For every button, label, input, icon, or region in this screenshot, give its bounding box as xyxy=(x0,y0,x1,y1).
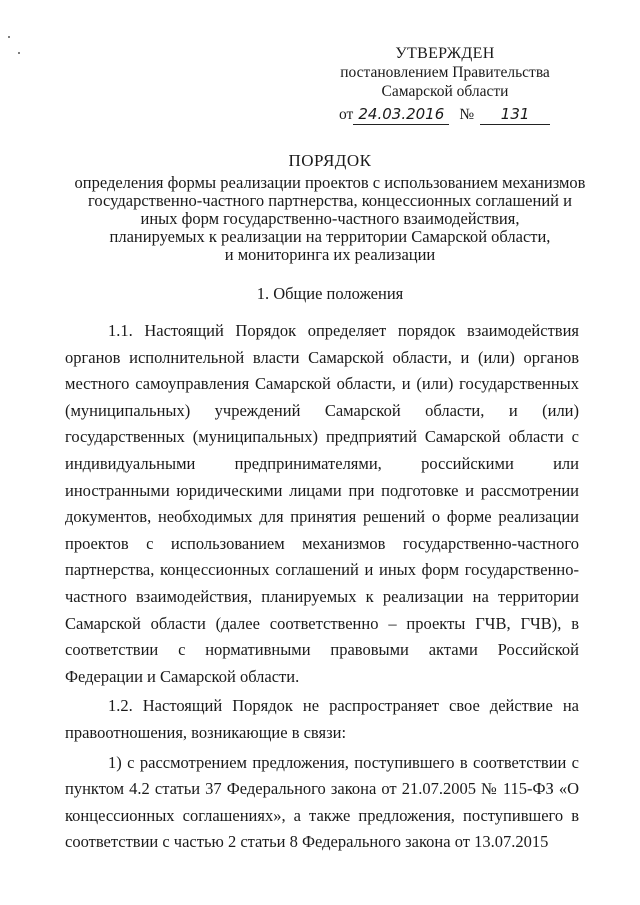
handwritten-date: 24.03.2016 xyxy=(353,105,449,125)
approval-stamp-block xyxy=(325,44,565,125)
approval-line-2: Самарской области xyxy=(381,83,509,100)
scan-speck xyxy=(18,52,20,54)
title-line-3: государственно-частного партнерства, концессионных соглашений и xyxy=(88,191,572,210)
document-title: ПОРЯДОК xyxy=(288,151,372,170)
scan-speck xyxy=(8,36,10,38)
paragraph-1-1: 1.1. Настоящий Порядок определяет порядок взаимодействия органов исполнительной власти Самарской области, и (или) органов местного самоуправления Самарской области, и (или) государственных (муниципальных) учреждений Самарской области, и (или) государственных (муниципальных) предприятий Самарской области с индивидуальными предпринимателями, российскими или иностранными юридическими лицами при подготовке и рассмотрении документов, необходимых для принятия решений о форме реализации проектов с использованием механизмов государственно-частного партнерства, концессионных соглашений и иных форм государственно-частного взаимодействия, планируемых к реализации на территории Самарской области (далее соответственно – проекты ГЧВ, ГЧВ), в соответствии с нормативными правовыми актами Российской Федерации и Самарской области. xyxy=(65,321,579,686)
number-label: № xyxy=(459,106,475,123)
document-title-block xyxy=(60,152,600,264)
title-line-2: определения формы реализации проектов с использованием механизмов xyxy=(74,173,586,192)
section-heading: 1. Общие положения xyxy=(256,284,404,303)
date-prefix: от xyxy=(339,106,354,123)
document-body xyxy=(65,318,579,856)
paragraph-1-2: 1.2. Настоящий Порядок не распространяет свое действие на правоотношения, возникающие в связи: xyxy=(65,696,579,742)
approval-line-1: постановлением Правительства xyxy=(340,64,550,81)
handwritten-number: 131 xyxy=(480,105,550,125)
title-line-4: иных форм государственно-частного взаимодействия, xyxy=(140,209,520,228)
title-line-6: и мониторинга их реализации xyxy=(224,245,436,264)
title-line-5: планируемых к реализации на территории Самарской области, xyxy=(109,227,551,246)
approval-heading: УТВЕРЖДЕН xyxy=(395,45,495,62)
paragraph-1-2-item-1: 1) с рассмотрением предложения, поступившего в соответствии с пунктом 4.2 статьи 37 Федерального закона от 21.07.2005 № 115-ФЗ «О концессионных соглашениях», а также предложения, поступившего в соответствии с частью 2 статьи 8 Федерального закона от 13.07.2015 xyxy=(65,752,579,852)
approval-date-number-line xyxy=(325,105,565,125)
